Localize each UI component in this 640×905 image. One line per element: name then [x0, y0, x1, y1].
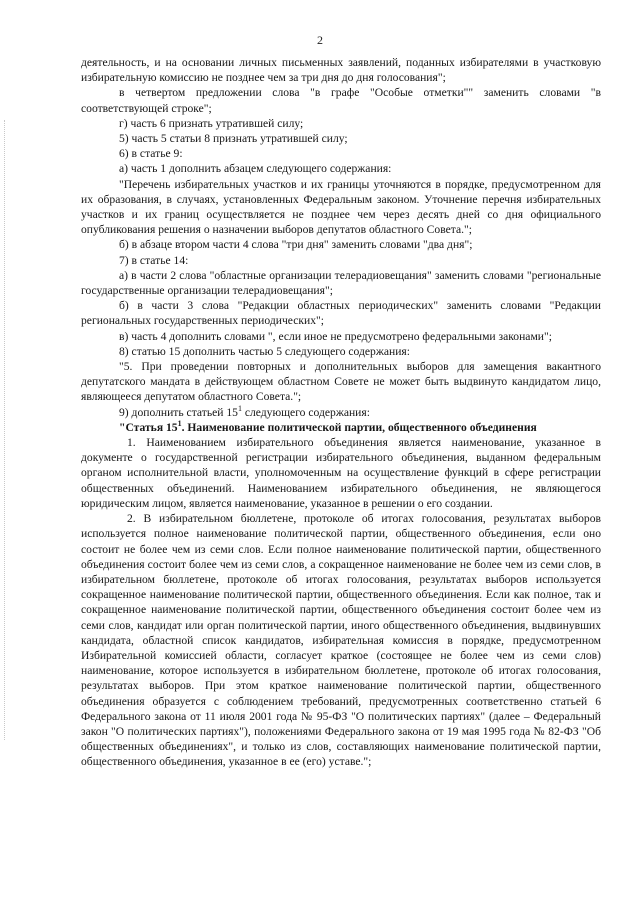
- article-paragraph-1: 1. Наименованием избирательного объединения является наименование, указанное в документе о государственной регистрации избирательного объединения, выданном федеральным органом исполнительной власти, уполномоченным на осуществление функций в сфере регистрации общественных объединений. Наименованием избирательного объединения, не являющегося юридическим лицом, является наименование, указанное в решении о его создании.: [81, 436, 601, 510]
- article-body: [81, 435, 601, 769]
- paragraph-12: в) часть 4 дополнить словами ", если иное не предусмотрено федеральными законами";: [119, 329, 552, 343]
- article-heading-superscript: 1: [177, 419, 182, 429]
- paragraph-4: 5) часть 5 статьи 8 признать утратившей силу;: [119, 132, 348, 146]
- article-heading-quote: ": [119, 420, 126, 434]
- paragraph-7: "Перечень избирательных участков и их границы уточняются в порядке, предусмотренном для их образования, в случаях, установленных Федеральным законом. Уточнение перечня избирательных участков и их границ осуществляется не позднее чем через десять дней со дня официального опубликования решения о назначении выборов депутатов областного Совета.";: [81, 177, 601, 237]
- scan-margin-line: [4, 120, 6, 740]
- item-9-superscript: 1: [237, 403, 242, 413]
- item-9-paragraph: [81, 405, 601, 420]
- paragraph-9: 7) в статье 14:: [119, 253, 189, 267]
- article-heading-title: . Наименование политической партии, общественного объединения: [181, 420, 537, 434]
- paragraph-10: а) в части 2 слова "областные организации телерадиовещания" заменить словами "региональные государственные организации телерадиовещания";: [81, 268, 601, 298]
- paragraph-8: б) в абзаце втором части 4 слова "три дня" заменить словами "два дня";: [119, 238, 473, 252]
- paragraph-6: а) часть 1 дополнить абзацем следующего содержания:: [119, 162, 392, 176]
- item-9-text: 9) дополнить статьей 15: [119, 405, 238, 419]
- paragraph-13: 8) статью 15 дополнить частью 5 следующего содержания:: [119, 344, 410, 358]
- paragraph-3: г) часть 6 признать утратившей силу;: [119, 116, 304, 130]
- amendments-block: [81, 55, 601, 405]
- paragraph-1: деятельность, и на основании личных письменных заявлений, поданных избирателями в участковую избирательную комиссию не позднее чем за три дня до дня голосования";: [81, 56, 601, 85]
- document-body: [81, 55, 601, 770]
- paragraph-2: в четвертом предложении слова "в графе "Особые отметки"" заменить словами "в соответствующей строке";: [81, 86, 601, 115]
- article-heading-number: Статья 15: [125, 420, 178, 434]
- paragraph-11: б) в части 3 слова "Редакции областных периодических" заменить словами "Редакции региональных государственных периодических";: [81, 299, 601, 328]
- article-heading: [81, 420, 601, 435]
- article-paragraph-2: 2. В избирательном бюллетене, протоколе об итогах голосования, результатах выборов используется полное наименование политической партии, общественного объединения, если оно состоит не более чем из семи слов. Если полное наименование политической партии, общественного объединения состоит более чем из семи слов, а сокращенное наименование не более чем из семи слов, в избирательном бюллетене, протоколе об итогах голосования, результатах выборов используется сокращенное наименование политической партии, общественного объединения. Если как полное, так и сокращенное наименование политической партии, общественного объединения состоит более чем из семи слов, кандидат или орган политической партии, иного общественного объединения, выдвинувших кандидата, областной список кандидатов, избирательная комиссия в порядке, предусмотренном Избирательной комиссией области, согласует краткое (состоящее не более чем из семи слов) наименование, которое используется в избирательном бюллетене, протоколе об итогах голосования, результатах выборов. При этом краткое наименование политической партии, общественного объединения образуется с соблюдением требований, предусмотренных соответственно статьей 6 Федерального закона от 11 июля 2001 года № 95-ФЗ "О политических партиях" (далее – Федеральный закон "О политических партиях"), положениями Федерального закона от 19 мая 1995 года № 82-ФЗ "Об общественных объединениях", и только из слов, составляющих наименование политической партии, общественного объединения, указанное в ее (его) уставе.";: [81, 512, 601, 769]
- paragraph-14: "5. При проведении повторных и дополнительных выборов для замещения вакантного депутатского мандата в действующем областном Совете не может быть выдвинуто кандидатом лицо, являющееся депутатом областного Совета.";: [81, 360, 601, 404]
- item-9-text-end: следующего содержания:: [241, 405, 370, 419]
- paragraph-5: 6) в статье 9:: [119, 147, 183, 161]
- page-number: 2: [317, 33, 323, 47]
